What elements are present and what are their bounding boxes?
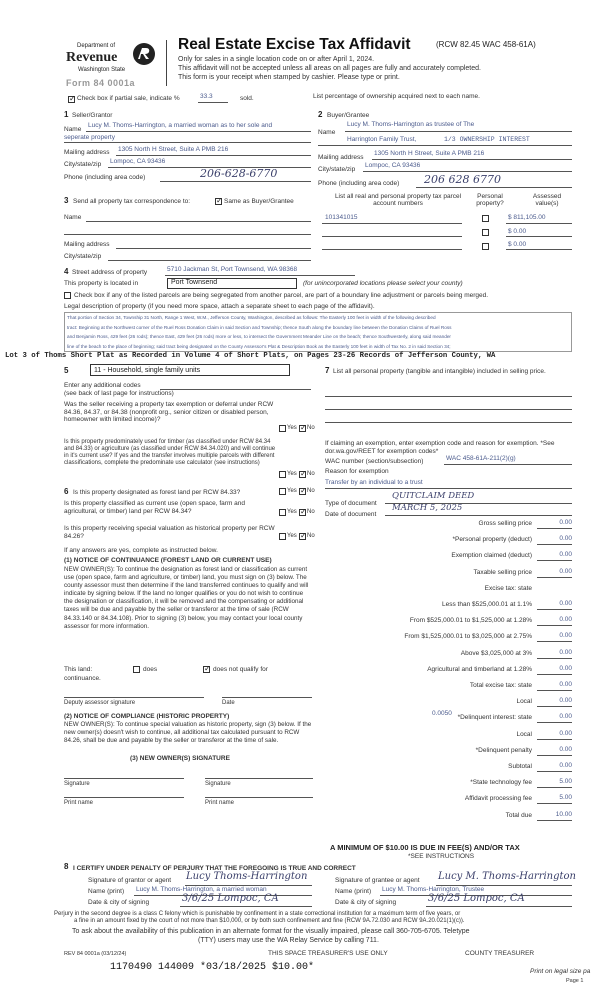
assessed-value-3: $ 0.00 [508,241,527,248]
grantor-name-label: Name (print) [88,888,125,895]
does-qualify-checkbox[interactable] [133,666,140,673]
wac-number: WAC 458-61A-211(2)(g) [446,455,516,462]
this-land-label: This land: [64,666,93,673]
legal-line-2: tract: Beginning at the Northwest corner of the Ruel Ross Donation Claim in said Section and Township; thence South along the boundary line between the Donation Claims of Ruel Ross [67,324,452,330]
buyer-mailing: 1305 North H Street, Suite A PMB 216 [374,150,485,157]
sec5-q2-yes-label: Yes [287,471,297,477]
sec5-q1-yes-checkbox[interactable] [279,425,286,432]
tax-row-label: Affidavit processing fee [464,795,532,803]
tax-row-label: Local [516,730,532,738]
sec6-q3-no-label: No [307,533,315,539]
sec6-q2-yes-checkbox[interactable] [279,509,286,516]
page-number: Page 1 [566,978,584,984]
seller-city: Lompoc, CA 93436 [110,158,166,165]
seller-mailing-label: Mailing address [64,149,110,156]
alt-format-line2: (TTY) users may use the WA Relay Service by calling 711. [198,937,379,944]
does-qualify-label: does [143,666,158,673]
tax-row-label: Exemption claimed (deduct) [451,552,532,560]
land-use-select[interactable]: 11 - Household, single family units [90,364,290,376]
section-7-number: 7 [325,366,330,375]
grantor-signature: Lucy Thoms-Harrington [186,871,308,882]
buyer-name-line1: Lucy M. Thoms-Harrington as trustee of The [347,121,475,128]
tax-row-label: Subtotal [508,763,532,770]
certify-statement: I CERTIFY UNDER PENALTY OF PERJURY THAT THE FOREGOING IS TRUE AND CORRECT [73,865,356,872]
does-not-qualify-checkbox[interactable] [203,666,210,673]
owner-print-label-1: Print name [64,800,94,806]
grantor-name: Lucy M. Thoms-Harrington, a married woman [136,886,267,893]
wa-state-label: Washington State [78,67,126,73]
tax-row-label: *State technology fee [470,779,532,787]
sec3-name-label: Name [64,214,82,221]
section-4-number: 4 [64,267,69,276]
partial-sold-label: sold. [240,95,254,102]
tax-row-value: 0.00 [559,648,572,656]
partial-sale-checkbox[interactable] [68,96,75,103]
section-1-number: 1 [64,110,69,119]
seller-name-line2: seperate property [64,134,115,141]
header-line2: This affidavit will not be accepted unless all areas on all pages are fully and accurately completed. [178,65,481,72]
seller-phone: 206-628-6770 [200,167,278,180]
tax-row-label: Agricultural and timberland at 1.28% [427,665,532,673]
tax-row-label: Total due [505,811,532,819]
grantee-signature: Lucy M. Thoms-Harrington [438,871,576,882]
seller-city-label: City/state/zip [64,161,102,168]
sec6-q3-yes-checkbox[interactable] [279,533,286,540]
treasurer-use-label: THIS SPACE TREASURER'S USE ONLY [268,950,388,957]
header-divider [166,40,167,86]
tax-row-value: 0.00 [559,729,572,737]
buyer-city-label: City/state/zip [318,166,356,173]
reason-label: Reason for exemption [325,468,389,475]
tax-row-label: Local [516,698,532,706]
deputy-assessor-label: Deputy assessor signature [64,700,136,706]
sec6-q2-no-label: No [307,509,315,515]
street-address: 5710 Jackman St, Port Townsend, WA 98368 [167,266,298,273]
sec6-q3-yes-label: Yes [287,533,297,539]
local-rate: 0.0050 [432,710,452,717]
street-label: Street address of property [72,269,148,276]
sec6-q1-yes-label: Yes [287,488,297,494]
sec5-q1-no-label: No [307,425,315,431]
section-6-number: 6 [64,487,69,496]
exemption-reason: Transfer by an individual to a trust [325,479,423,486]
grantor-date-label: Date & city of signing [88,899,150,906]
deputy-date-label: Date [222,700,235,706]
sec6-q1-no-label: No [307,488,315,494]
sec6-q3-no-checkbox[interactable] [299,533,306,540]
assessed-value-header: Assessed value(s) [532,193,562,208]
notice-compliance-title: (2) NOTICE OF COMPLIANCE (HISTORIC PROPERTY) [64,713,230,720]
sec6-q1-yes-checkbox[interactable] [279,488,286,495]
buyer-name-label: Name [318,129,336,136]
exemption-question: Was the seller receiving a property tax exemption or deferral under RCW 84.36, 84.37, or 84.38 (nonprofit org., senior citizen or disabled person, homeowner with limited income)? [64,401,274,423]
additional-codes-label: Enter any additional codes [64,382,141,389]
sec5-q2-no-label: No [307,471,315,477]
seller-name-line1: Lucy M. Thoms-Harrington, a married woman as to her sole and [88,122,273,129]
tax-row-value: 0.00 [559,681,572,688]
tax-row-value: 10.00 [555,810,572,818]
owner-print-label-2: Print name [205,800,235,806]
doc-type: QUITCLAIM DEED [392,491,475,501]
sec5-q2-no-checkbox[interactable] [299,471,306,478]
timber-question: Is this property predominately used for timber (as classified under RCW 84.34 and 84.33) or agriculture (as classified under RCW 84.34.020) and will continue in it's current use? If yes and the transfer involves multiple parcels with different classifications, complete the predominate use calculator (see instructions) [64,439,276,466]
personal-property-checkbox-3[interactable] [482,243,489,250]
owner-signature-label-1: Signature [64,781,90,787]
notice-compliance-body: NEW OWNER(S): To continue special valuation as historic property, sign (3) below. If the new owner(s) doesn't wish to continue, all additional tax calculated pursuant to RCW 84.26, shall be due and payable by the seller or transferor at the time of sale. [64,721,312,745]
see-instructions: *SEE INSTRUCTIONS [408,853,475,860]
minimum-notice: A MINIMUM OF $10.00 IS DUE IN FEE(S) AND/OR TAX [330,843,520,852]
assessed-value-2: $ 0.00 [508,228,527,235]
buyer-name-line2: Harrington Family Trust, [347,136,417,143]
sec6-ifany: If any answers are yes, complete as instructed below. [64,547,218,554]
personal-property-checkbox-2[interactable] [482,229,489,236]
tax-row-label: Less than $525,000.01 at 1.1% [442,601,532,608]
same-as-buyer-checkbox[interactable] [215,198,222,205]
sec3-mailing-label: Mailing address [64,241,110,248]
does-not-qualify-label: does not qualify for [213,666,268,673]
tax-row-label: From $1,525,000.01 to $3,025,000 at 2.75% [404,633,532,641]
buyer-ownership: 1/3 OWNERSHIP INTEREST [444,136,530,143]
tax-row-value: 0.00 [559,762,572,769]
grantor-sig-label: Signature of grantor or agent [88,877,172,884]
buyer-heading: Buyer/Grantee [327,112,370,119]
tax-row-value: 0.00 [559,600,572,607]
tax-row-label: Total excise tax: state [469,682,532,689]
doc-date: MARCH 5, 2025 [392,503,463,513]
tax-row-label: *Delinquent interest: state [457,714,532,722]
tax-row-label: Taxable selling price [473,568,532,576]
legal-line-4: line of the beach to the place of beginning; said tract being designated on the County Assessor's Plat & Description Book as the Easterly 100 feet in width of Tax No. 2 in said Section 34; [67,343,451,349]
additional-codes-note: (see back of last page for instructions) [64,390,174,397]
tax-row-label: *Personal property (deduct) [452,536,532,544]
tax-row-label: *Delinquent penalty [475,746,532,754]
grantee-name-label: Name (print) [335,888,372,895]
tax-row-value: 5.00 [559,794,572,802]
legal-description-box[interactable] [64,312,572,352]
wac-label: WAC number (section/subsection) [325,458,424,465]
seller-mailing: 1305 North H Street, Suite A PMB 216 [118,146,229,153]
sec3-city-label: City/state/zip [64,253,102,260]
unincorp-note: (for unincorporated locations please select your county) [303,280,463,287]
buyer-phone-label: Phone (including area code) [318,180,400,187]
form-revision: REV 84 0001a (03/12/24) [64,951,127,957]
exemption-claim-label: If claiming an exemption, enter exemption code and reason for exemption. *See dor.wa.gov/REET for exemption codes* [325,440,555,455]
header-line1: Only for sales in a single location code on or after April 1, 2024. [178,56,375,63]
header-line3: This form is your receipt when stamped by cashier. Please type or print. [178,74,400,81]
sec5-q2-yes-checkbox[interactable] [279,471,286,478]
tax-row-label: Excise tax: state [484,584,532,592]
personal-property-header: Personal property? [476,193,504,208]
personal-property-checkbox-1[interactable] [482,215,489,222]
tax-row-label: From $525,000.01 to $1,525,000 at 1.28% [409,617,532,625]
revenue-logo-text: Revenue [66,50,118,65]
grantee-name: Lucy M. Thoms-Harrington, Trustee [382,886,485,893]
personal-property-list-label: List all personal property (tangible and intangible) included in selling price. [333,368,546,375]
tax-row-value: 0.00 [559,551,572,559]
sec5-q1-no-checkbox[interactable] [299,425,306,432]
buyer-city: Lompoc, CA 93436 [365,162,421,169]
new-owner-sig-title: (3) NEW OWNER(S) SIGNATURE [130,755,230,762]
parcel-number: 101341015 [325,214,358,221]
section-5-number: 5 [64,366,69,375]
sec6-q2-no-checkbox[interactable] [299,509,306,516]
county-treasurer-label: COUNTY TREASURER [465,950,535,957]
segregated-label: Check box if any of the listed parcels are being segregated from another parcel, are part of a boundary line adjustment or parcels being merged. [74,292,489,299]
sec6-q1-no-checkbox[interactable] [299,488,306,495]
sec6-q1: Is this property designated as forest land per RCW 84.33? [73,489,241,496]
parcel-header: List all real and personal property tax parcel account numbers [334,193,462,208]
tax-row-value: 0.00 [559,535,572,543]
tax-row-value: 0.00 [559,713,572,721]
tax-row-value: 0.00 [559,616,572,624]
section-3-number: 3 [64,196,69,205]
located-label: This property is located in [64,280,139,287]
seller-heading: Seller/Grantor [72,112,113,119]
section-2-number: 2 [318,110,323,119]
sec6-q3: Is this property receiving special valuation as historical property per RCW 84.26? [64,525,275,540]
alt-format-line1: To ask about the availability of this publication in an alternate format for the visually impaired, please call 360-705-6705. Teletype [72,928,470,935]
legal-line-1: That portion of Section 34, Township 31 North, Range 1 West, W.M., Jefferson County, Washington, described as follows: The Easterly 100 feet in width of the following described [67,315,436,320]
located-select[interactable]: Port Townsend [167,278,297,289]
same-as-buyer-label: Same as Buyer/Grantee [224,198,294,205]
grantee-sig-label: Signature of grantee or agent [335,877,420,884]
legal-label: Legal description of property (if you need more space, attach a separate sheet to each page of the affidavit). [64,303,375,310]
notice-continuance-body: NEW OWNER(S): To continue the designation as forest land or classification as current use (open space, farm and agriculture, or timber) land, you must sign on (3) below. The county assessor must then determine if the land transferred continues to qualify and will indicate by signing below. If the land no longer qualifies or you do not wish to continue the designation or classification, it will be removed and the compensating or additional taxes will be due and payable by the seller or transferor at the time of sale (RCW 84.33.140 or 84.34.108). Prior to signing (3) below, you may contact your local county assessor for more information. [64,566,309,630]
partial-sale-percent: 33.3 [200,93,213,100]
buyer-mailing-label: Mailing address [318,154,364,161]
doc-type-label: Type of document [325,500,377,507]
tax-row-label: Gross selling price [478,520,532,527]
form-rcw: (RCW 82.45 WAC 458-61A) [436,40,536,49]
tax-row-value: 0.00 [559,745,572,753]
tax-row-label: Above $3,025,000 at 3% [460,649,532,657]
tax-row-value: 0.00 [559,697,572,705]
section-8-number: 8 [64,862,69,871]
sec3-label: Send all property tax correspondence to: [73,198,191,205]
form-title: Real Estate Excise Tax Affidavit [178,36,411,53]
sec6-q2: Is this property classified as current use (open space, farm and agricultural, or timber) land per RCW 84.34? [64,500,246,515]
continuance-label: continuance. [64,675,101,682]
legal-overflow: Lot 3 of Thoms Short Plat as Recorded in Volume 4 of Short Plats, on Pages 23-26 Records of Jefferson County, WA [5,352,496,360]
sec6-q2-yes-label: Yes [287,509,297,515]
perjury-line2: a fine in an amount fixed by the court of not more than $10,000, or by both such confinement and fine (RCW 9A.72.030 and RCW 9A.20.021(1)(c)). [74,918,465,924]
tax-row-value: 0.00 [559,664,572,672]
grantor-date: 3/6/25 Lompoc, CA [182,893,279,904]
grantee-date-label: Date & city of signing [335,899,397,906]
seller-name-label: Name [64,126,82,133]
owner-signature-label-2: Signature [205,781,231,787]
perjury-line1: Perjury in the second degree is a class C felony which is punishable by confinement in a state correctional institution for a maximum term of five years, or [54,911,461,917]
form-number: Form 84 0001a [66,78,136,88]
legal-size-note: Print on legal size pa [530,968,591,975]
dept-label: Department of [77,43,116,49]
grantee-date: 3/6/25 Lompoc, CA [428,893,525,904]
sec5-q1-yes-label: Yes [287,425,297,431]
doc-date-label: Date of document [325,511,377,518]
revenue-logo-icon [132,42,156,66]
seller-phone-label: Phone (including area code) [64,174,146,181]
buyer-phone: 206 628 6770 [424,173,501,186]
tax-row-value: 0.00 [559,632,572,640]
legal-line-3: and Benjamin Ross, 429 feet (26 rods); thence East, 429 feet (26 rods) more or less, to intersect the Government Meander Line on the beach; thence Southwesterly, along said meander [67,334,451,339]
assessed-value-1: $ 811,105.00 [508,214,546,221]
partial-sale-label: Check box if partial sale, indicate % [77,95,180,102]
notice-continuance-title: (1) NOTICE OF CONTINUANCE (FOREST LAND OR CURRENT USE) [64,557,272,564]
tax-row-value: 0.00 [559,567,572,575]
cashier-receipt-stamp: 1170490 144009 *03/18/2025 $10.00* [110,962,315,973]
tax-row-value: 0.00 [559,519,572,526]
tax-row-value: 5.00 [559,778,572,786]
ownership-note: List percentage of ownership acquired next to each name. [313,93,480,100]
segregated-checkbox[interactable] [64,292,71,299]
